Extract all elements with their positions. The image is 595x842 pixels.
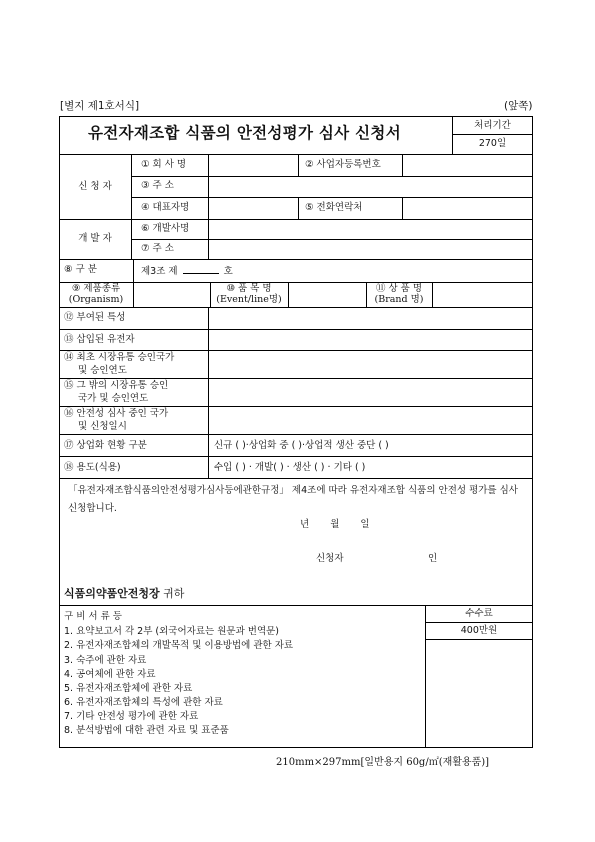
page-side-label: (앞쪽) <box>504 100 533 112</box>
business-number-label: ② 사업자등록번호 <box>305 159 381 170</box>
document-item: 3. 숙주에 관한 자료 <box>64 655 147 666</box>
document-item: 7. 기타 안전성 평가에 관한 자료 <box>64 711 199 722</box>
organism-en-label: (Organism) <box>68 294 124 305</box>
form-number: [별지 제1호서식] <box>60 100 140 112</box>
application-statement: 「유전자재조합식품의안전성평가심사등에관한규정」 제4조에 따라 유전자재조합 식품의 안전성 평가를 심사 신청합니다. <box>68 485 518 514</box>
row-divider <box>59 350 533 351</box>
fee-value: 400만원 <box>460 625 498 636</box>
paper-spec-footer: 210mm×297mm[일반용지 60g/㎡(재활용품)] <box>276 757 490 768</box>
developer-group-label: 개 발 자 <box>78 233 112 244</box>
document-item: 1. 요약보고서 각 2부 (외국어자료는 원문과 번역문) <box>64 626 280 637</box>
trait-label: ⑫ 부여된 특성 <box>64 312 126 323</box>
reviewing-label: ⑯ 안전성 심사 중인 국가 <box>64 408 169 419</box>
applicant-group-label: 신 청 자 <box>78 181 112 192</box>
addressee-name: 식품의약품안전청장 <box>64 587 160 600</box>
processing-period-value: 270일 <box>478 138 507 149</box>
row-divider <box>59 259 533 260</box>
first-approval-label: ⑭ 최초 시장유통 승인국가 <box>64 352 175 363</box>
row-divider <box>59 329 533 330</box>
company-name-label: ① 회 사 명 <box>141 159 187 170</box>
col-divider <box>288 282 289 307</box>
row-divider <box>131 176 533 177</box>
col-divider <box>208 307 209 478</box>
document-item: 8. 분석방법에 대한 관련 자료 및 표준품 <box>64 725 229 736</box>
category-label: ⑧ 구 분 <box>64 264 97 275</box>
row-divider <box>59 605 533 606</box>
document-item: 6. 유전자재조합체의 특성에 관한 자료 <box>64 697 223 708</box>
phone-label: ⑤ 전화연락처 <box>305 202 363 213</box>
document-item: 5. 유전자재조합체에 관한 자료 <box>64 683 193 694</box>
col-divider <box>402 197 403 219</box>
developer-address-label: ⑦ 주 소 <box>141 243 174 254</box>
row-divider <box>425 639 533 640</box>
category-value <box>141 264 233 278</box>
event-label: ⑩ 품 목 명 <box>226 283 272 294</box>
row-divider <box>59 456 533 457</box>
usage-label: ⑱ 용도(식용) <box>64 462 121 473</box>
row-divider <box>59 434 533 435</box>
addressee-suffix: 귀하 <box>163 587 185 600</box>
processing-period-label: 처리기간 <box>474 120 511 131</box>
col-divider <box>131 154 132 259</box>
document-item: 2. 유전자재조합체의 개발목적 및 이용방법에 관한 자료 <box>64 640 294 651</box>
applicant-address-label: ③ 주 소 <box>141 180 174 191</box>
category-prefix: 제3조 제 <box>141 266 178 277</box>
row-divider <box>131 197 533 198</box>
row-divider <box>452 134 533 135</box>
row-divider <box>425 622 533 623</box>
row-divider <box>59 406 533 407</box>
document-item: 4. 공여체에 관한 자료 <box>64 669 156 680</box>
event-en-label: (Event/line명) <box>216 294 282 305</box>
gene-label: ⑬ 삽입된 유전자 <box>64 334 135 345</box>
fee-label: 수수료 <box>465 608 493 619</box>
addressee <box>64 588 184 600</box>
applicant-signature-label: 신청자 <box>316 553 344 564</box>
first-approval-label-2: 및 승인연도 <box>78 365 127 376</box>
organism-label: ⑨ 제품종류 <box>71 283 121 294</box>
other-approval-label-2: 국가 및 승인연도 <box>78 393 149 404</box>
col-divider <box>432 282 433 307</box>
category-blank[interactable] <box>183 264 219 274</box>
row-divider <box>59 307 533 308</box>
seal-mark[interactable]: 인 <box>428 553 438 564</box>
date-line[interactable]: 년 월 일 <box>300 519 370 530</box>
reviewing-label-2: 및 신청일시 <box>78 421 127 432</box>
col-divider <box>133 259 134 282</box>
col-divider <box>402 154 403 176</box>
commercial-status-options[interactable]: 신규 ( )·상업화 중 ( )·상업적 생산 중단 ( ) <box>214 440 389 451</box>
col-divider <box>208 154 209 259</box>
ceo-name-label: ④ 대표자명 <box>141 202 190 213</box>
brand-en-label: (Brand 명) <box>374 294 424 305</box>
row-divider <box>59 478 533 479</box>
col-divider <box>133 282 134 307</box>
brand-label: ⑪ 상 품 명 <box>375 283 423 294</box>
col-divider <box>298 154 299 176</box>
row-divider <box>59 378 533 379</box>
other-approval-label: ⑮ 그 밖의 시장유통 승인 <box>64 380 169 391</box>
col-divider <box>298 197 299 219</box>
row-divider <box>131 239 533 240</box>
usage-options[interactable]: 수입 ( ) · 개발( ) · 생산 ( ) · 기타 ( ) <box>214 462 366 473</box>
commercial-status-label: ⑰ 상업화 현황 구분 <box>64 440 147 451</box>
documents-heading: 구 비 서 류 등 <box>64 611 122 622</box>
developer-name-label: ⑥ 개발사명 <box>141 223 190 234</box>
category-suffix: 호 <box>223 266 233 277</box>
form-title: 유전자재조합 식품의 안전성평가 심사 신청서 <box>88 124 401 142</box>
